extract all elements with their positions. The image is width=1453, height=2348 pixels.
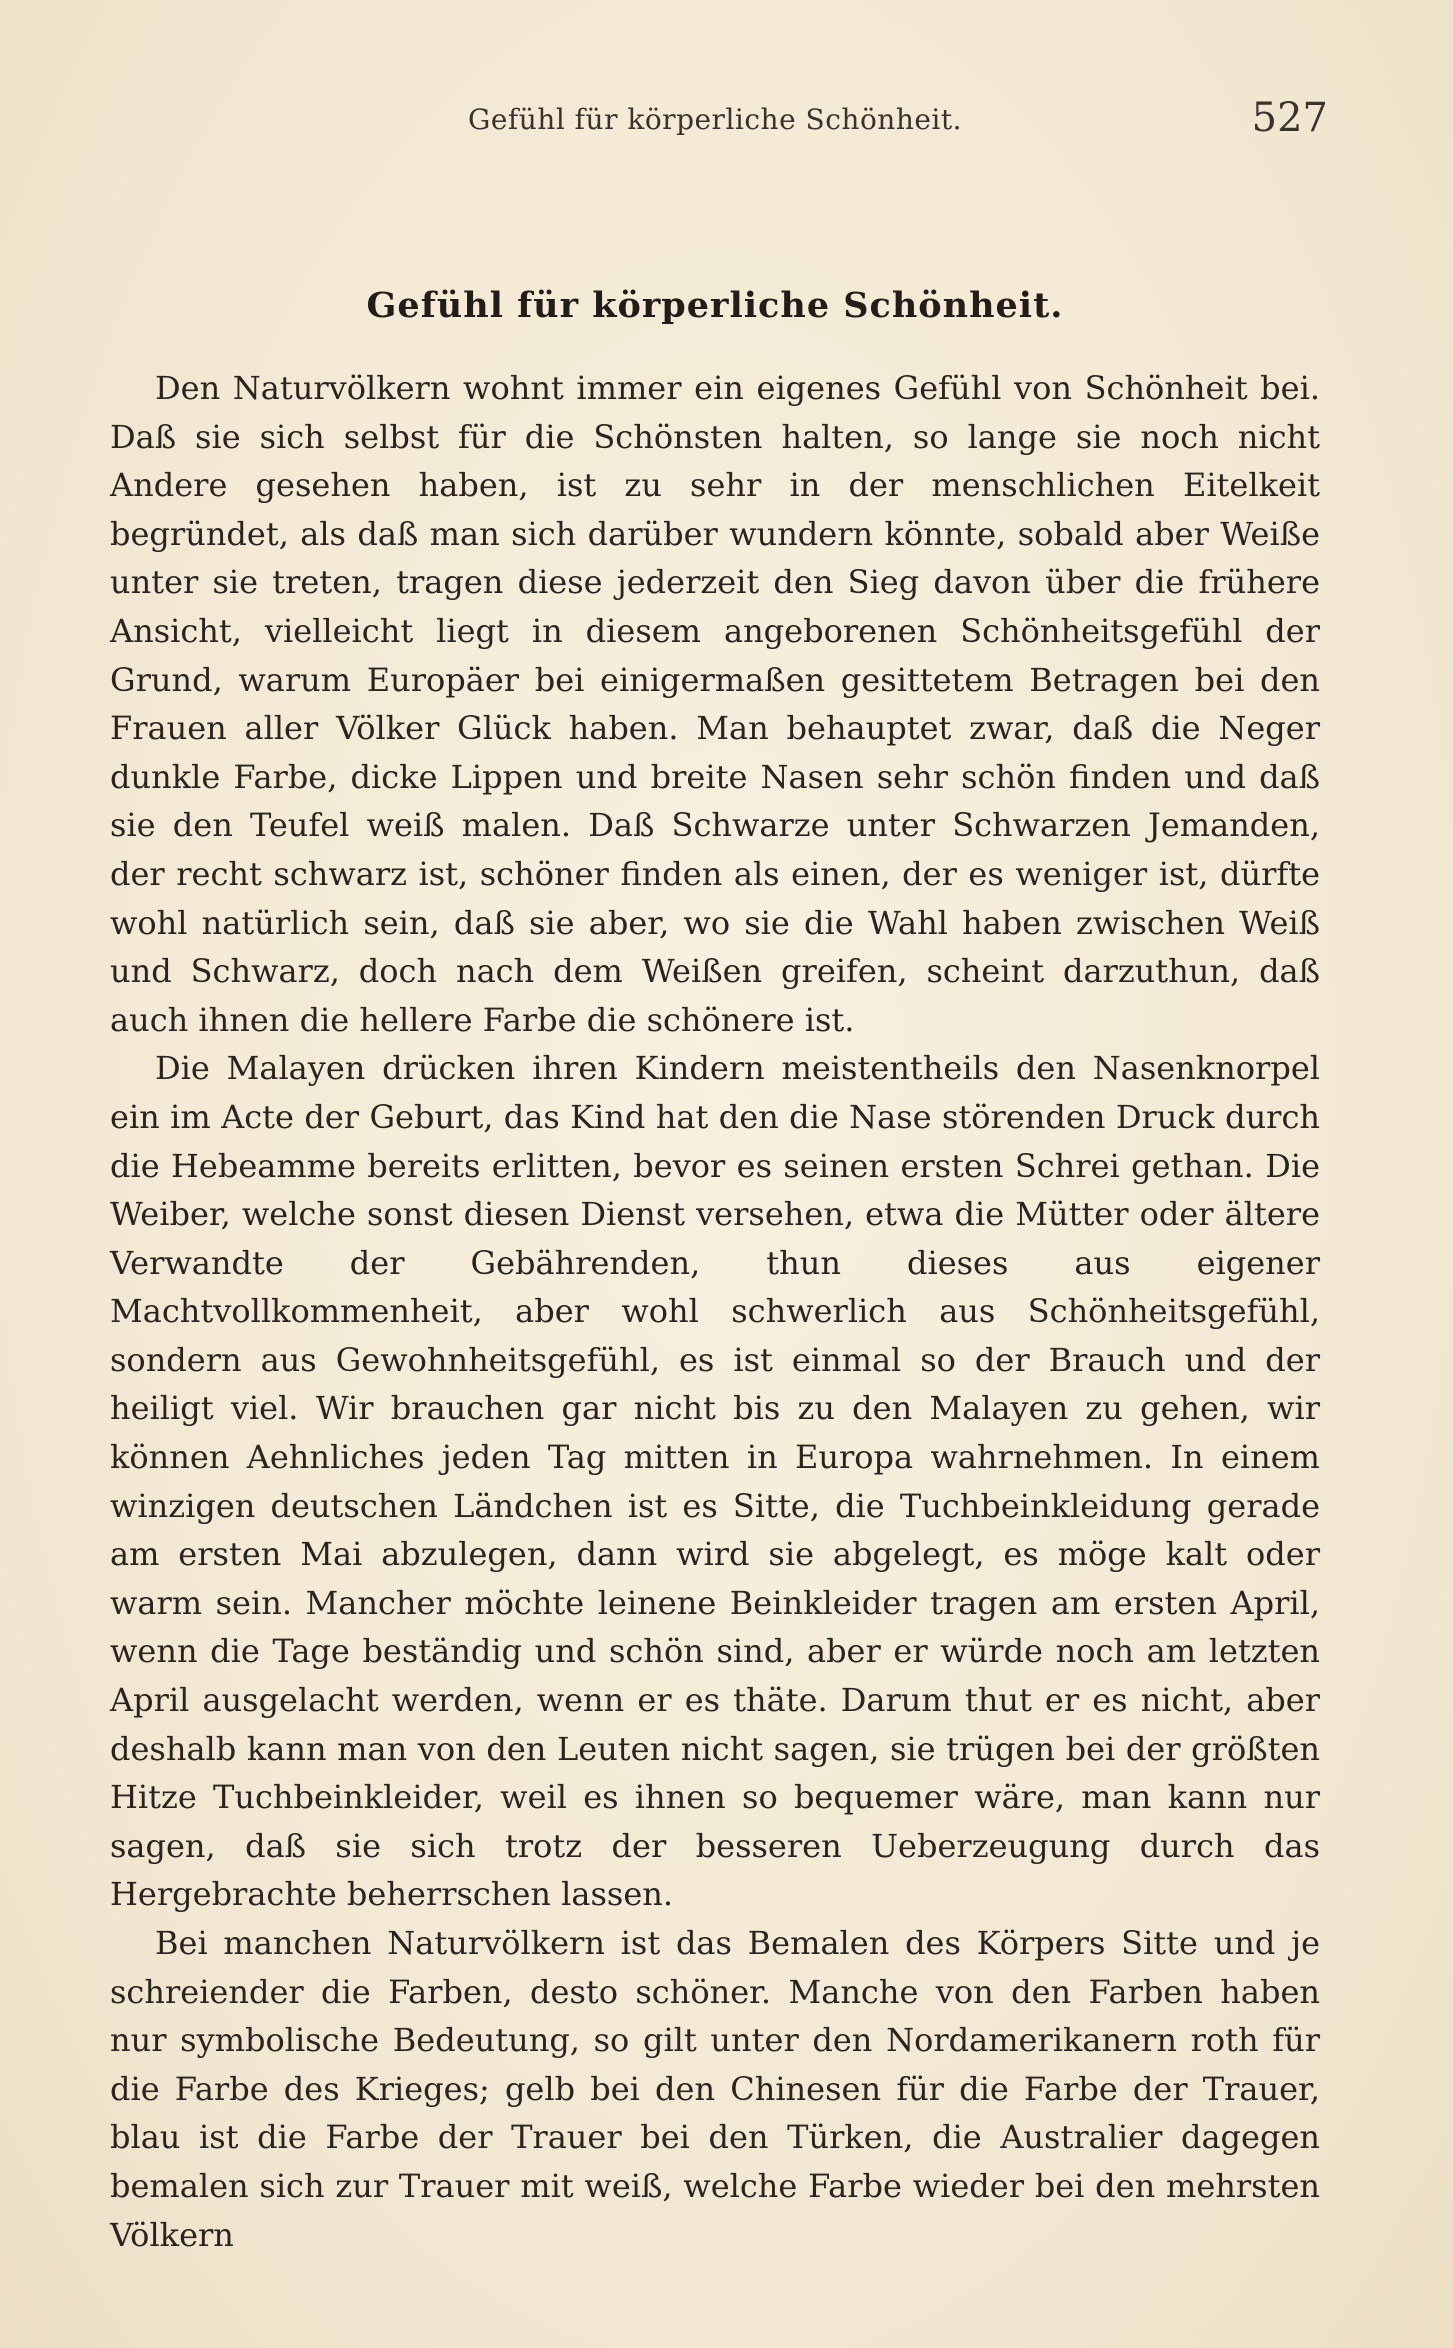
paragraph: Bei manchen Naturvölkern ist das Bemalen des Körpers Sitte und je schreiender die Farben, desto schöner. Manche von den Farben haben nur symbolische Bedeutung, so gilt unter den Nordamerikanern roth für die Farbe des Krieges; gelb bei den Chinesen für die Farbe der Trauer, blau ist die Farbe der Trauer bei den Türken, die Australier dagegen bemalen sich zur Trauer mit weiß, welche Farbe wieder bei den mehrsten Völkern — [110, 1924, 1320, 2254]
running-header — [110, 95, 1328, 155]
running-title: Gefühl für körperliche Schönheit. — [467, 103, 963, 136]
page-number: 527 — [1251, 95, 1328, 141]
section-title: Gefühl für körperliche Schönheit. — [366, 285, 1064, 326]
book-page — [110, 95, 1328, 2259]
paragraph: Die Malayen drücken ihren Kindern meistentheils den Nasenknorpel ein im Acte der Geburt, das Kind hat den die Nase störenden Druck durch die Hebeamme bereits erlitten, bevor es seinen ersten Schrei gethan. Die Weiber, welche sonst diesen Dienst versehen, etwa die Mütter oder ältere Verwandte der Gebährenden, thun dieses aus eigener Machtvollkommenheit, aber wohl schwerlich aus Schönheitsgefühl, sondern aus Gewohnheitsgefühl, es ist einmal so der Brauch und der heiligt viel. Wir brauchen gar nicht bis zu den Malayen zu gehen, wir können Aehnliches jeden Tag mitten in Europa wahrnehmen. In einem winzigen deutschen Ländchen ist es Sitte, die Tuchbeinkleidung gerade am ersten Mai abzulegen, dann wird sie abgelegt, es möge kalt oder warm sein. Mancher möchte leinene Beinkleider tragen am ersten April, wenn die Tage beständig und schön sind, aber er würde noch am letzten April ausgelacht werden, wenn er es thäte. Darum thut er es nicht, aber deshalb kann man von den Leuten nicht sagen, sie trügen bei der größten Hitze Tuchbeinkleider, weil es ihnen so bequemer wäre, man kann nur sagen, daß sie sich trotz der besseren Ueberzeugung durch das Hergebrachte beherrschen lassen. — [110, 1049, 1320, 1914]
paragraph: Den Naturvölkern wohnt immer ein eigenes Gefühl von Schönheit bei. Daß sie sich selbst für die Schönsten halten, so lange sie noch nicht Andere gesehen haben, ist zu sehr in der menschlichen Eitelkeit begründet, als daß man sich darüber wundern könnte, sobald aber Weiße unter sie treten, tragen diese jederzeit den Sieg davon über die frühere Ansicht, vielleicht liegt in diesem angeborenen Schönheitsgefühl der Grund, warum Europäer bei einigermaßen gesittetem Betragen bei den Frauen aller Völker Glück haben. Man behauptet zwar, daß die Neger dunkle Farbe, dicke Lippen und breite Nasen sehr schön finden und daß sie den Teufel weiß malen. Daß Schwarze unter Schwarzen Jemanden, der recht schwarz ist, schöner finden als einen, der es weniger ist, dürfte wohl natürlich sein, daß sie aber, wo sie die Wahl haben zwischen Weiß und Schwarz, doch nach dem Weißen greifen, scheint darzuthun, daß auch ihnen die hellere Farbe die schönere ist. — [110, 369, 1320, 1039]
body-text — [110, 364, 1320, 2259]
